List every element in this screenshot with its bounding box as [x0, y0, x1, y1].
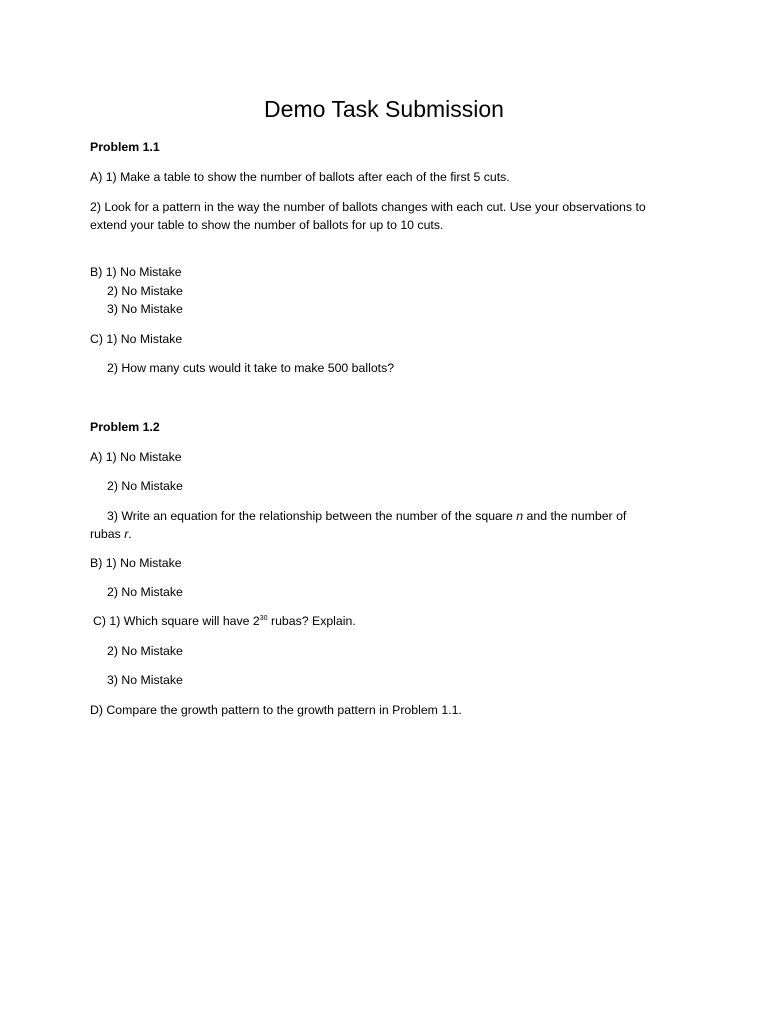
p11-a2-line1: 2) Look for a pattern in the way the number of ballots changes with each cut. Use your observations to [90, 200, 646, 214]
p11-a1: A) 1) Make a table to show the number of ballots after each of the first 5 cuts. [90, 170, 510, 184]
p11-b1: B) 1) No Mistake [90, 265, 182, 279]
variable-r: r [124, 527, 129, 541]
p12-a3-line2-text: rubas [90, 527, 125, 541]
p12-b1: B) 1) No Mistake [90, 556, 182, 570]
problem-1-1-heading: Problem 1.1 [90, 140, 160, 154]
p12-c1-text: C) 1) Which square will have 2 [93, 614, 260, 628]
document-title: Demo Task Submission [264, 96, 504, 122]
p11-c2: 2) How many cuts would it take to make 500 ballots? [107, 361, 395, 375]
p12-c3: 3) No Mistake [107, 673, 183, 687]
p12-a1: A) 1) No Mistake [90, 450, 182, 464]
variable-n: n [516, 509, 524, 523]
p12-a3-text: 3) Write an equation for the relationship between the number of the square [107, 509, 517, 523]
p11-b3: 3) No Mistake [107, 302, 183, 316]
p12-a3-line2 [90, 525, 690, 543]
p12-a2: 2) No Mistake [107, 479, 183, 493]
problem-1-2-heading: Problem 1.2 [90, 420, 160, 434]
exponent: 30 [259, 615, 268, 622]
p12-c1-text-end: rubas? Explain. [267, 614, 356, 628]
p12-c2: 2) No Mistake [107, 644, 183, 658]
p11-a2-line2: extend your table to show the number of ballots for up to 10 cuts. [90, 218, 444, 232]
p11-b2: 2) No Mistake [107, 284, 183, 298]
p12-a3-period: . [128, 527, 132, 541]
p12-d: D) Compare the growth pattern to the growth pattern in Problem 1.1. [90, 703, 462, 717]
p12-a3-text-end: and the number of [523, 509, 627, 523]
p11-c1: C) 1) No Mistake [90, 332, 183, 346]
p12-b2: 2) No Mistake [107, 585, 183, 599]
p12-a3-line1 [107, 507, 707, 525]
p12-c1 [93, 612, 693, 630]
